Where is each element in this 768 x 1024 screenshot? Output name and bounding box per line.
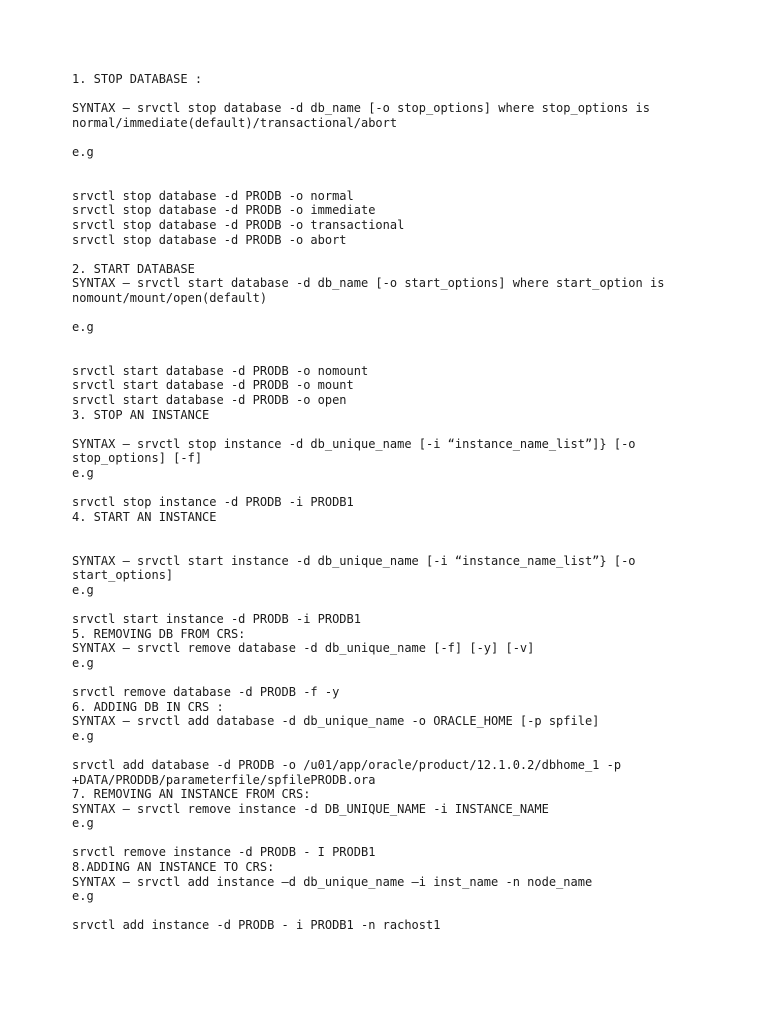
text-line: SYNTAX – srvctl start database -d db_name [-o start_options] where start_option is: [72, 276, 665, 291]
text-line: SYNTAX – srvctl stop database -d db_name [-o stop_options] where stop_options is: [72, 101, 650, 116]
text-line: stop_options] [-f]: [72, 451, 203, 466]
text-line: srvctl remove instance -d PRODB - I PRODB1: [72, 845, 376, 860]
text-line: 1. STOP DATABASE :: [72, 72, 203, 86]
text-line: normal/immediate(default)/transactional/abort: [72, 115, 398, 130]
text-line: 5. REMOVING DB FROM CRS:: [72, 626, 246, 641]
blank-line: [72, 306, 712, 321]
text-line: e.g: [72, 466, 94, 481]
text-line: 2. START DATABASE: [72, 261, 195, 276]
text-line: srvctl start database -d PRODB -o open: [72, 393, 347, 408]
blank-line: [72, 130, 712, 145]
text-line: 8.ADDING AN INSTANCE TO CRS:: [72, 860, 275, 875]
blank-line: [72, 539, 712, 554]
text-line: nomount/mount/open(default): [72, 290, 268, 305]
text-line: srvctl add database -d PRODB -o /u01/app/oracle/product/12.1.0.2/dbhome_1 -p: [72, 757, 622, 772]
text-line: srvctl stop instance -d PRODB -i PRODB1: [72, 495, 354, 510]
blank-line: [72, 524, 712, 539]
text-line: srvctl start database -d PRODB -o mount: [72, 378, 354, 393]
blank-line: [72, 481, 712, 496]
blank-line: [72, 247, 712, 262]
text-line: e.g: [72, 728, 94, 743]
text-line: SYNTAX – srvctl start instance -d db_unique_name [-i “instance_name_list”} [-o: [72, 553, 636, 568]
text-line: e.g: [72, 816, 94, 831]
blank-line: [72, 160, 712, 175]
blank-line: [72, 597, 712, 612]
blank-line: [72, 422, 712, 437]
text-line: SYNTAX – srvctl add instance –d db_unique_name –i inst_name -n node_name: [72, 874, 593, 889]
blank-line: [72, 174, 712, 189]
blank-line: [72, 831, 712, 846]
blank-line: [72, 335, 712, 350]
text-line: e.g: [72, 144, 94, 159]
text-line: SYNTAX – srvctl add database -d db_unique_name -o ORACLE_HOME [-p spfile]: [72, 714, 600, 729]
text-line: +DATA/PRODDB/parameterfile/spfilePRODB.ora: [72, 772, 376, 787]
text-line: srvctl stop database -d PRODB -o abort: [72, 232, 347, 247]
text-line: SYNTAX – srvctl remove instance -d DB_UNIQUE_NAME -i INSTANCE_NAME: [72, 801, 549, 816]
text-line: srvctl add instance -d PRODB - i PRODB1 -n rachost1: [72, 918, 441, 933]
blank-line: [72, 670, 712, 685]
blank-line: [72, 87, 712, 102]
text-line: e.g: [72, 320, 94, 335]
document-text: [72, 72, 712, 933]
blank-line: [72, 904, 712, 919]
text-line: 4. START AN INSTANCE: [72, 509, 217, 524]
text-line: srvctl stop database -d PRODB -o normal: [72, 188, 354, 203]
text-line: srvctl stop database -d PRODB -o transactional: [72, 217, 405, 232]
text-line: 7. REMOVING AN INSTANCE FROM CRS:: [72, 787, 311, 802]
blank-line: [72, 743, 712, 758]
text-line: start_options]: [72, 568, 174, 583]
blank-line: [72, 349, 712, 364]
text-line: srvctl start database -d PRODB -o nomount: [72, 363, 369, 378]
text-line: srvctl remove database -d PRODB -f -y: [72, 684, 340, 699]
text-line: srvctl stop database -d PRODB -o immediate: [72, 203, 376, 218]
text-line: 3. STOP AN INSTANCE: [72, 407, 210, 422]
text-line: SYNTAX – srvctl stop instance -d db_unique_name [-i “instance_name_list”]} [-o: [72, 436, 636, 451]
text-line: srvctl start instance -d PRODB -i PRODB1: [72, 611, 361, 626]
text-line: e.g: [72, 889, 94, 904]
text-line: e.g: [72, 582, 94, 597]
text-line: 6. ADDING DB IN CRS :: [72, 699, 224, 714]
text-line: SYNTAX – srvctl remove database -d db_unique_name [-f] [-y] [-v]: [72, 641, 535, 656]
text-line: e.g: [72, 655, 94, 670]
